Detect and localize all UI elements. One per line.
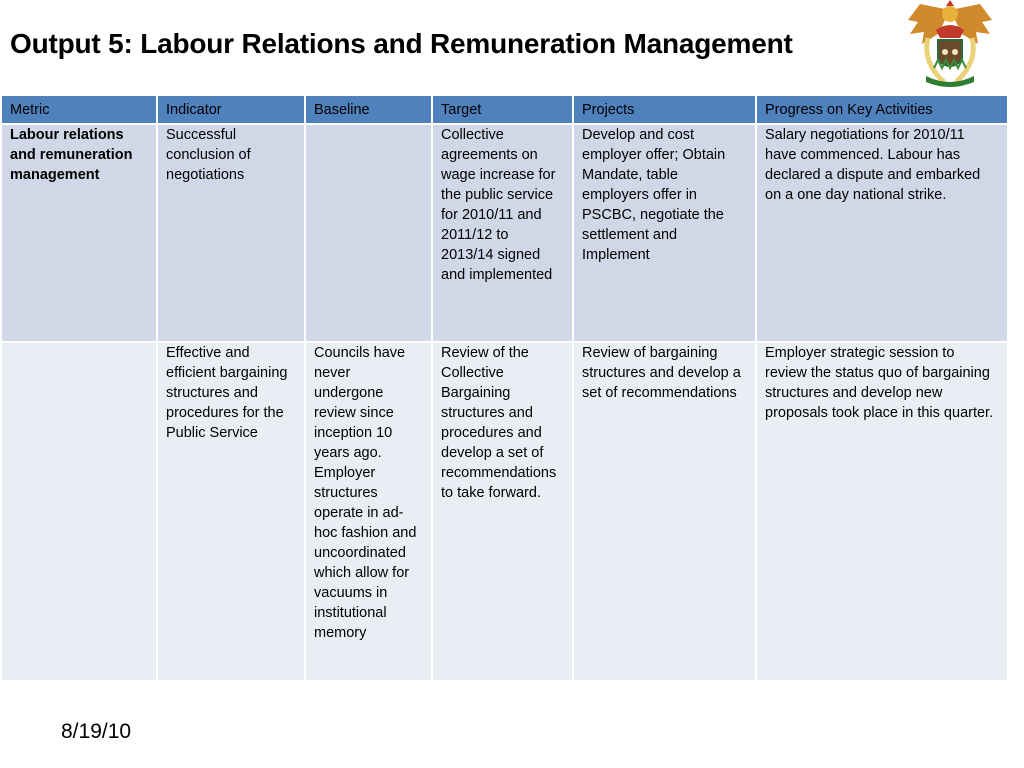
projects-cell: Review of bargaining structures and develop a set of recommendations [573,342,756,681]
header-target: Target [432,95,573,124]
target-cell: Collective agreements on wage increase for the public service for 2010/11 and 2011/12 to 2013/14 signed and implemented [432,124,573,342]
indicator-cell: Successful conclusion of negotiations [157,124,305,342]
progress-cell: Employer strategic session to review the status quo of bargaining structures and develop new proposals took place in this quarter. [756,342,1008,681]
table-row [1,342,1008,681]
coat-of-arms-icon [900,0,1000,90]
progress-cell: Salary negotiations for 2010/11 have commenced. Labour has declared a dispute and embarked on a one day national strike. [756,124,1008,342]
slide-date: 8/19/10 [61,720,132,743]
baseline-cell [305,124,432,342]
metric-cell: Labour relations and remuneration management [1,124,157,342]
header-metric: Metric [1,95,157,124]
activities-table [0,94,1009,682]
table-row [1,124,1008,342]
header-baseline: Baseline [305,95,432,124]
header-indicator: Indicator [157,95,305,124]
target-cell: Review of the Collective Bargaining structures and procedures and develop a set of recommendations to take forward. [432,342,573,681]
header-progress: Progress on Key Activities [756,95,1008,124]
table-header-row [1,95,1008,124]
header-projects: Projects [573,95,756,124]
slide-title: Output 5: Labour Relations and Remuneration Management [10,28,793,59]
baseline-cell: Councils have never undergone review since inception 10 years ago. Employer structures operate in ad-hoc fashion and uncoordinated which allow for vacuums in institutional memory [305,342,432,681]
projects-cell: Develop and cost employer offer; Obtain Mandate, table employers offer in PSCBC, negotiate the settlement and Implement [573,124,756,342]
indicator-cell: Effective and efficient bargaining structures and procedures for the Public Service [157,342,305,681]
metric-cell [1,342,157,681]
